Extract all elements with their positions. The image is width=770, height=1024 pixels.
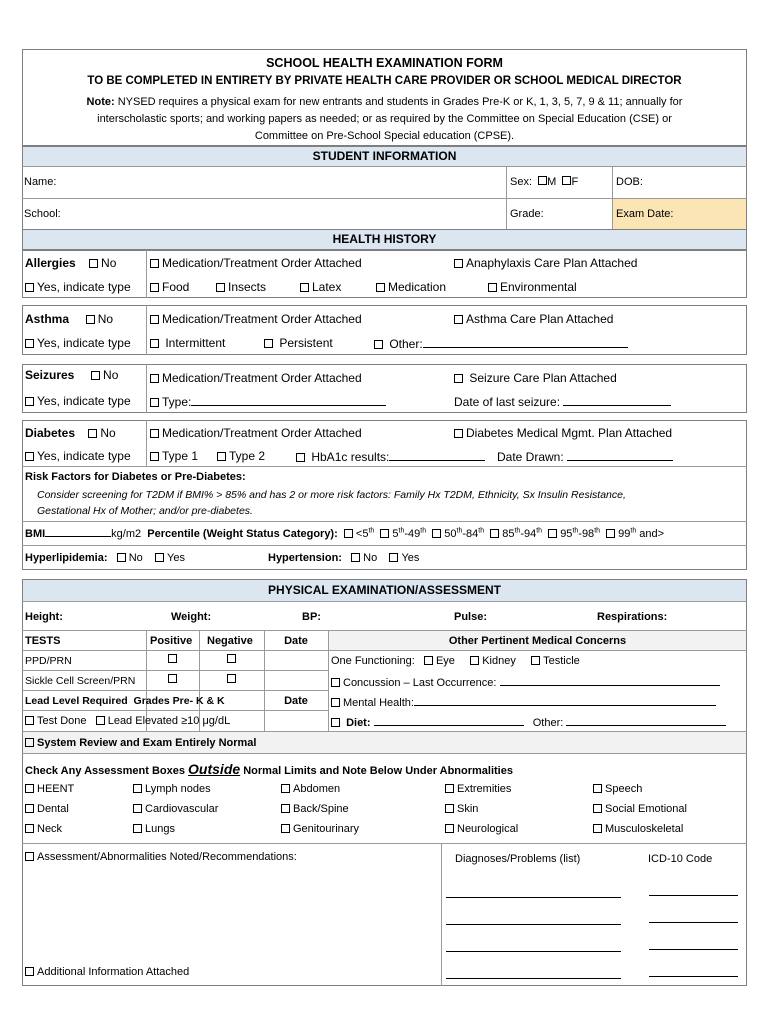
hyperlipidemia-row [25,551,185,565]
student-info-heading: STUDENT INFORMATION [312,149,457,163]
pct-99-suffix: th [630,527,637,535]
musculo-label: Musculoskeletal [605,823,684,835]
allergies-yes-label: Yes, indicate type [37,280,131,294]
dental-checkbox[interactable] [25,804,34,813]
asthma-row-1 [25,312,113,326]
speech-label: Speech [605,783,643,795]
form-subtitle: TO BE COMPLETED IN ENTIRETY BY PRIVATE HEALTH CARE PROVIDER OR SCHOOL MEDICAL DIRECTOR [87,75,682,87]
risk-factors-line-1: Consider screening for T2DM if BMI% > 85% and has 2 or more risk factors: Family Hx T2DM, Ethnicity, Sx Insulin Resistance, [37,489,626,501]
allergy-type-latex[interactable] [300,280,341,294]
allergy-type-insects[interactable] [216,280,266,294]
latex-label: Latex [312,280,342,294]
hyperlipidemia-no-label: No [128,552,143,564]
asthma-order-label: Medication/Treatment Order Attached [162,312,362,326]
asthma-label: Asthma [25,312,70,326]
kidney-label: Kidney [482,655,516,667]
diet-label: Diet: [346,717,371,729]
pct-99-label: 99 [618,528,631,540]
bmi-row [25,525,664,541]
type2-label: Type 2 [229,449,266,463]
percentile-label: Percentile (Weight Status Category): [147,528,338,540]
kidney-checkbox[interactable] [470,656,479,665]
environmental-checkbox[interactable] [488,283,497,292]
insects-label: Insects [228,280,267,294]
diabetes-order-label: Medication/Treatment Order Attached [162,426,362,440]
note-line-1 [22,95,747,109]
seizures-last-label: Date of last seizure: [454,395,561,409]
check-outside: Outside [188,761,241,777]
asthma-yes-checkbox[interactable] [25,339,34,348]
seizures-last-line[interactable] [563,394,671,406]
lungs-item[interactable] [133,822,175,836]
heent-checkbox[interactable] [25,784,34,793]
seizures-yes-checkbox[interactable] [25,397,34,406]
system-review-checkbox[interactable] [25,738,34,747]
cardio-label: Cardiovascular [145,803,219,815]
pct-lt5-checkbox[interactable] [344,529,353,538]
hba1c-line[interactable] [389,449,485,461]
asthma-no-label: No [97,312,114,326]
additional-info-checkbox[interactable] [25,967,34,976]
lead-test-row [25,714,230,728]
pct-85-94-high: -94 [520,528,537,540]
check-pre: Check Any Assessment Boxes [25,765,189,777]
pct-85-94-low: 85 [502,528,515,540]
asthma-plan-checkbox[interactable] [454,315,463,324]
lead-date-header: Date [284,695,308,707]
sickle-positive-checkbox[interactable] [168,674,177,683]
pct-50-84-low: 50 [444,528,457,540]
dental-label: Dental [37,803,69,815]
diabetes-order[interactable] [150,426,362,440]
seizures-order-label: Medication/Treatment Order Attached [162,371,362,385]
seizures-plan-checkbox[interactable] [454,374,463,383]
seizures-type-line[interactable] [191,394,386,406]
hyperlipidemia-label: Hyperlipidemia: [25,552,108,564]
persistent-checkbox[interactable] [264,339,273,348]
assessment-row[interactable] [25,850,297,864]
hyperlipidemia-yes-checkbox[interactable] [155,553,164,562]
lymph-checkbox[interactable] [133,784,142,793]
pct-50-84-suffix: th [456,527,463,535]
neuro-item[interactable] [445,822,518,836]
pct-95-98-checkbox[interactable] [548,529,557,538]
hba1c-checkbox[interactable] [296,453,305,462]
ppd-negative-checkbox[interactable] [227,654,236,663]
pct-50-84-high: -84 [462,528,479,540]
diabetes-yes-checkbox[interactable] [25,452,34,461]
seizures-order-checkbox[interactable] [150,374,159,383]
assessment-checkbox[interactable] [25,852,34,861]
dob-field[interactable]: DOB: [616,176,643,188]
abdomen-item[interactable] [281,782,340,796]
neck-item[interactable] [25,822,62,836]
diabetes-plan-checkbox[interactable] [454,429,463,438]
diabetes-no-checkbox[interactable] [88,429,97,438]
school-field[interactable]: School: [24,208,61,220]
bp-field[interactable]: BP: [302,611,321,623]
lead-required: Lead Level Required [25,695,128,707]
test-done-checkbox[interactable] [25,716,34,725]
seizures-yes[interactable] [25,394,131,408]
seizures-plan-label: Seizure Care Plan Attached [469,371,617,385]
pct-95-98-suffix-2: th [594,527,601,535]
physical-heading: PHYSICAL EXAMINATION/ASSESSMENT [268,583,501,597]
lymph-item[interactable] [133,782,211,796]
icd-line-4[interactable] [649,976,738,977]
allergies-plan-label: Anaphylaxis Care Plan Attached [466,256,638,270]
diabetes-yes-label: Yes, indicate type [37,449,131,463]
pct-5-49-high: -49 [404,528,421,540]
insects-checkbox[interactable] [216,283,225,292]
concussion-checkbox[interactable] [331,678,340,687]
system-review-label: System Review and Exam Entirely Normal [37,737,257,749]
diagnosis-line-2[interactable] [446,924,621,925]
mental-label: Mental Health: [343,697,414,709]
diet-line[interactable] [374,714,524,726]
social-label: Social Emotional [605,803,687,815]
allergies-row-1 [25,256,116,270]
grade-field[interactable]: Grade: [510,208,544,220]
test-done-label: Test Done [37,715,87,727]
seizures-no-checkbox[interactable] [91,371,100,380]
extremities-label: Extremities [457,783,512,795]
heent-label: HEENT [37,783,75,795]
hypertension-no-label: No [363,552,378,564]
lungs-label: Lungs [145,823,175,835]
icd-line-3[interactable] [649,949,738,950]
one-functioning-row [331,654,580,668]
lead-grades: Grades Pre- K & K [133,695,225,707]
diabetes-type2[interactable] [217,449,265,463]
mental-checkbox[interactable] [331,698,340,707]
pct-lt5-label: <5 [355,528,369,540]
allergy-type-environmental[interactable] [488,280,577,294]
abdomen-checkbox[interactable] [281,784,290,793]
asthma-order[interactable] [150,312,362,326]
sex-m-label: M [547,176,557,188]
note-text-1: NYSED requires a physical exam for new entrants and students in Grades Pre-K or K, 1, 3, 5, 7, 9 & 11; annually for [114,96,683,108]
seizures-yes-label: Yes, indicate type [37,394,131,408]
diabetes-type1[interactable] [150,449,198,463]
pct-85-94-suffix-2: th [536,527,543,535]
medication-label: Medication [388,280,447,294]
risk-factors-line-2: Gestational Hx of Mother; and/or pre-diabetes. [37,505,253,517]
diabetes-no-label: No [100,426,116,440]
seizures-label: Seizures [25,368,75,382]
lead-elevated-label: Lead Elevated [107,715,179,727]
one-functioning-label: One Functioning: [331,655,415,667]
cardio-item[interactable] [133,802,218,816]
intermittent-checkbox[interactable] [150,339,159,348]
hba1c-label: HbA1c results: [311,450,390,464]
skin-item[interactable] [445,802,478,816]
speech-item[interactable] [593,782,642,796]
diet-other-label: Other: [532,717,564,729]
asthma-other[interactable] [374,336,628,351]
health-history-heading: HEALTH HISTORY [332,232,437,246]
concussion-row[interactable] [331,674,720,690]
pct-85-94-suffix: th [514,527,521,535]
pct-5-49-low: 5 [392,528,399,540]
pct-85-94-checkbox[interactable] [490,529,499,538]
note-label: Note: [86,96,115,108]
diagnosis-line-4[interactable] [446,978,621,979]
lungs-checkbox[interactable] [133,824,142,833]
asthma-no-checkbox[interactable] [86,315,95,324]
allergies-no-label: No [101,256,117,270]
note-line-2: interscholastic sports; and working papers as needed; or as required by the Committee on Special Education (CSE) or [97,113,672,125]
pct-5-49-suffix: th [398,527,405,535]
drawn-label: Date Drawn: [497,450,564,464]
icd-line-1[interactable] [649,895,738,896]
food-label: Food [162,280,190,294]
allergies-label: Allergies [25,256,76,270]
additional-info-label: Additional Information Attached [37,966,190,978]
diabetes-label: Diabetes [25,426,76,440]
allergies-order-checkbox[interactable] [150,259,159,268]
abdomen-label: Abdomen [293,783,341,795]
risk-factors-title: Risk Factors for Diabetes or Pre-Diabetes: [25,471,246,483]
type1-label: Type 1 [162,449,199,463]
sex-m-checkbox[interactable] [538,176,547,185]
allergies-order[interactable] [150,256,362,270]
ppd-label: PPD/PRN [25,655,72,667]
allergies-yes[interactable] [25,280,131,294]
extremities-checkbox[interactable] [445,784,454,793]
hypertension-yes-checkbox[interactable] [389,553,398,562]
pct-50-84-suffix-2: th [478,527,485,535]
pct-95-98-low: 95 [560,528,573,540]
diagnoses-header: Diagnoses/Problems (list) [455,853,581,865]
icd-line-2[interactable] [649,922,738,923]
eye-checkbox[interactable] [424,656,433,665]
latex-checkbox[interactable] [300,283,309,292]
check-assessment-title [25,762,513,778]
intermittent-label: Intermittent [165,336,226,350]
lead-value: ≥10 μg/dL [181,715,231,727]
check-post: Normal Limits and Note Below Under Abnormalities [240,765,513,777]
weight-field[interactable]: Weight: [171,611,212,623]
asthma-order-checkbox[interactable] [150,315,159,324]
diabetes-order-checkbox[interactable] [150,429,159,438]
pct-99-checkbox[interactable] [606,529,615,538]
height-field[interactable]: Height: [25,611,63,623]
hyperlipidemia-yes-label: Yes [167,552,185,564]
negative-header: Negative [207,635,253,647]
lead-label [25,694,225,708]
social-item[interactable] [593,802,687,816]
speech-checkbox[interactable] [593,784,602,793]
eye-label: Eye [435,655,455,667]
concussion-line[interactable] [500,674,720,686]
pct-99-and: and> [636,528,665,540]
allergies-order-label: Medication/Treatment Order Attached [162,256,362,270]
persistent-label: Persistent [279,336,333,350]
asthma-yes[interactable] [25,336,131,350]
testicle-label: Testicle [543,655,580,667]
neck-checkbox[interactable] [25,824,34,833]
icd-header: ICD-10 Code [648,853,713,865]
allergies-yes-checkbox[interactable] [25,283,34,292]
exam-date-field[interactable]: Exam Date: [616,208,674,220]
neuro-checkbox[interactable] [445,824,454,833]
bmi-line[interactable] [45,525,111,537]
neck-label: Neck [37,823,63,835]
cardio-checkbox[interactable] [133,804,142,813]
concussion-label: Concussion – Last Occurrence: [343,677,497,689]
skin-checkbox[interactable] [445,804,454,813]
neuro-label: Neurological [457,823,519,835]
tests-header: TESTS [25,635,61,647]
diabetes-hba1c[interactable] [296,449,485,464]
social-checkbox[interactable] [593,804,602,813]
asthma-plan[interactable] [454,312,613,326]
asthma-other-label: Other: [389,337,423,351]
seizures-order[interactable] [150,371,362,385]
diagnosis-line-1[interactable] [446,897,621,898]
mental-line[interactable] [414,694,716,706]
asthma-yes-label: Yes, indicate type [37,336,131,350]
hyperlipidemia-no-checkbox[interactable] [117,553,126,562]
allergy-type-medication[interactable] [376,280,446,294]
heent-item[interactable] [25,782,74,796]
diagnosis-line-3[interactable] [446,951,621,952]
pct-95-98-suffix: th [572,527,579,535]
pct-50-84-checkbox[interactable] [432,529,441,538]
system-review-row[interactable] [25,736,256,750]
sex-label: Sex: [510,176,533,188]
diet-other-line[interactable] [566,714,726,726]
diet-checkbox[interactable] [331,718,340,727]
back-checkbox[interactable] [281,804,290,813]
seizures-type[interactable] [150,394,386,409]
drawn-line[interactable] [567,449,673,461]
sickle-negative-checkbox[interactable] [227,674,236,683]
assessment-label: Assessment/Abnormalities Noted/Recommendations: [37,851,297,863]
asthma-plan-label: Asthma Care Plan Attached [466,312,614,326]
allergy-type-food[interactable] [150,280,189,294]
seizures-plan[interactable] [454,371,617,385]
asthma-persistent[interactable] [264,336,333,350]
seizures-type-checkbox[interactable] [150,398,159,407]
diabetes-row-1 [25,426,116,440]
allergies-plan[interactable] [454,256,637,270]
pct-5-49-checkbox[interactable] [380,529,389,538]
hypertension-no-checkbox[interactable] [351,553,360,562]
asthma-other-line[interactable] [423,336,628,348]
musculo-item[interactable] [593,822,683,836]
testicle-checkbox[interactable] [531,656,540,665]
hypertension-row [268,551,419,565]
pct-lt5-suffix: th [368,527,375,535]
respirations-field[interactable]: Respirations: [597,611,668,623]
hypertension-yes-label: Yes [401,552,420,564]
seizures-type-label: Type: [162,395,192,409]
back-label: Back/Spine [293,803,349,815]
diet-row[interactable] [331,714,726,730]
type2-checkbox[interactable] [217,452,226,461]
seizures-last[interactable] [454,394,671,409]
environmental-label: Environmental [500,280,577,294]
pct-95-98-high: -98 [578,528,595,540]
form-title: SCHOOL HEALTH EXAMINATION FORM [266,56,503,70]
note-line-3: Committee on Pre-School Special education (CPSE). [254,130,515,142]
diabetes-drawn[interactable] [497,449,673,464]
asthma-other-checkbox[interactable] [374,340,383,349]
seizures-row-1 [25,368,118,382]
positive-header: Positive [150,635,193,647]
genito-checkbox[interactable] [281,824,290,833]
type1-checkbox[interactable] [150,452,159,461]
asthma-intermittent[interactable] [150,336,225,350]
sex-field[interactable] [510,175,578,189]
pct-5-49-suffix-2: th [420,527,427,535]
mental-row[interactable] [331,694,716,710]
back-item[interactable] [281,802,349,816]
diabetes-plan-label: Diabetes Medical Mgmt. Plan Attached [466,426,673,440]
medication-checkbox[interactable] [376,283,385,292]
diabetes-yes[interactable] [25,449,131,463]
lymph-label: Lymph nodes [145,783,211,795]
genito-label: Genitourinary [293,823,360,835]
genito-item[interactable] [281,822,359,836]
diabetes-plan[interactable] [454,426,672,440]
other-concerns-header: Other Pertinent Medical Concerns [448,635,627,647]
name-field[interactable]: Name: [24,176,57,188]
extremities-item[interactable] [445,782,511,796]
pulse-field[interactable]: Pulse: [454,611,488,623]
skin-label: Skin [457,803,479,815]
ppd-positive-checkbox[interactable] [168,654,177,663]
sex-f-label: F [571,176,579,188]
bmi-unit: kg/m2 [111,528,142,540]
bmi-label: BMI [25,528,46,540]
allergies-plan-checkbox[interactable] [454,259,463,268]
allergies-no-checkbox[interactable] [89,259,98,268]
seizures-no-label: No [103,368,119,382]
hypertension-label: Hypertension: [268,552,342,564]
food-checkbox[interactable] [150,283,159,292]
dental-item[interactable] [25,802,69,816]
musculo-checkbox[interactable] [593,824,602,833]
lead-elevated-checkbox[interactable] [96,716,105,725]
date-header: Date [284,635,308,647]
sickle-label: Sickle Cell Screen/PRN [25,675,136,687]
additional-info-row[interactable] [25,965,189,979]
